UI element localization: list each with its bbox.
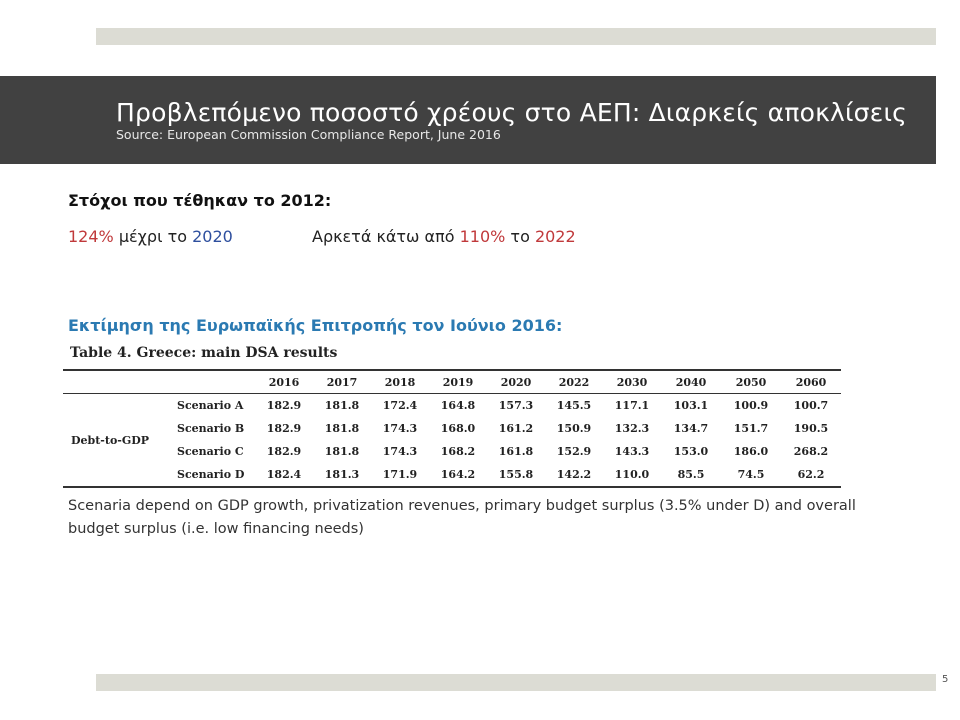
scenario-label: Scenario C <box>177 445 244 458</box>
target-2022-pct: 110% <box>459 227 506 246</box>
year-header: 2030 <box>603 370 661 394</box>
table-cell: 174.3 <box>382 445 418 458</box>
table-header-row <box>63 370 841 394</box>
target-2020-year: 2020 <box>192 227 233 246</box>
estimate-heading: Εκτίμηση της Ευρωπαϊκής Επιτροπής τον Ιούνιο 2016: <box>68 316 563 335</box>
bottom-decorative-bar <box>96 674 936 691</box>
target-2022 <box>312 227 576 246</box>
year-header: 2060 <box>781 370 841 394</box>
year-header: 2019 <box>429 370 487 394</box>
table-cell: 142.2 <box>556 468 592 481</box>
table-cell: 181.3 <box>324 468 360 481</box>
table-cell: 155.8 <box>498 468 534 481</box>
table-row <box>63 394 841 418</box>
year-header: 2040 <box>661 370 721 394</box>
table-cell: 182.9 <box>266 422 302 435</box>
target-2022-year: 2022 <box>534 227 576 246</box>
table-row <box>63 463 841 487</box>
scenario-label: Scenario B <box>177 422 245 435</box>
table-cell: 103.1 <box>673 399 709 412</box>
year-header: 2022 <box>545 370 603 394</box>
table-cell: 110.0 <box>614 468 650 481</box>
table-row <box>63 417 841 440</box>
header-blank <box>163 370 255 394</box>
table-cell: 150.9 <box>556 422 592 435</box>
target-2020-text: μέχρι το <box>113 227 193 246</box>
table-cell: 62.2 <box>797 468 825 481</box>
table-cell: 157.3 <box>498 399 534 412</box>
table-caption: Table 4. Greece: main DSA results <box>70 345 338 361</box>
table-cell: 152.9 <box>556 445 592 458</box>
table-cell: 268.2 <box>793 445 829 458</box>
table-cell: 100.9 <box>733 399 769 412</box>
table-cell: 161.8 <box>498 445 534 458</box>
table-cell: 190.5 <box>793 422 829 435</box>
target-2020 <box>68 227 233 246</box>
table-cell: 168.0 <box>440 422 476 435</box>
table-cell: 134.7 <box>673 422 709 435</box>
targets-heading: Στόχοι που τέθηκαν το 2012: <box>68 191 332 210</box>
target-2022-text: Αρκετά κάτω από <box>312 227 460 246</box>
table-cell: 74.5 <box>737 468 765 481</box>
scenario-note: Scenaria depend on GDP growth, privatization revenues, primary budget surplus (3.5% under D) and overall budget surplus (i.e. low financing needs) <box>68 498 856 537</box>
table-cell: 182.4 <box>266 468 302 481</box>
target-2020-pct: 124% <box>68 227 114 246</box>
slide-subtitle: Source: European Commission Compliance Report, June 2016 <box>116 127 501 142</box>
year-header: 2016 <box>255 370 313 394</box>
dsa-results-table <box>63 369 841 488</box>
table-cell: 132.3 <box>614 422 650 435</box>
table-cell: 153.0 <box>673 445 709 458</box>
target-2022-text2: το <box>505 227 535 246</box>
table-cell: 143.3 <box>614 445 650 458</box>
table-cell: 117.1 <box>614 399 650 412</box>
year-header: 2017 <box>313 370 371 394</box>
year-header: 2018 <box>371 370 429 394</box>
table-cell: 151.7 <box>733 422 769 435</box>
table-cell: 181.8 <box>324 445 360 458</box>
top-decorative-bar <box>96 28 936 45</box>
table-cell: 174.3 <box>382 422 418 435</box>
table-cell: 182.9 <box>266 445 302 458</box>
table-cell: 182.9 <box>266 399 302 412</box>
slide-title: Προβλεπόμενο ποσοστό χρέους στο ΑΕΠ: Διαρκείς αποκλίσεις <box>116 98 907 127</box>
table-cell: 171.9 <box>382 468 418 481</box>
table-cell: 145.5 <box>556 399 592 412</box>
year-header: 2050 <box>721 370 781 394</box>
scenario-label: Scenario D <box>177 468 245 481</box>
table-cell: 181.8 <box>324 399 360 412</box>
scenario-label: Scenario A <box>177 399 244 412</box>
table-row <box>63 440 841 463</box>
group-label: Debt-to-GDP <box>71 433 150 447</box>
table-cell: 161.2 <box>498 422 534 435</box>
table-cell: 168.2 <box>440 445 476 458</box>
header-blank <box>63 370 163 394</box>
year-header: 2020 <box>487 370 545 394</box>
table-cell: 164.2 <box>440 468 476 481</box>
table-cell: 172.4 <box>382 399 418 412</box>
table-cell: 100.7 <box>793 399 829 412</box>
table-cell: 186.0 <box>733 445 769 458</box>
table-cell: 85.5 <box>677 468 705 481</box>
table-cell: 164.8 <box>440 399 476 412</box>
table-cell: 181.8 <box>324 422 360 435</box>
page-number: 5 <box>942 674 949 685</box>
